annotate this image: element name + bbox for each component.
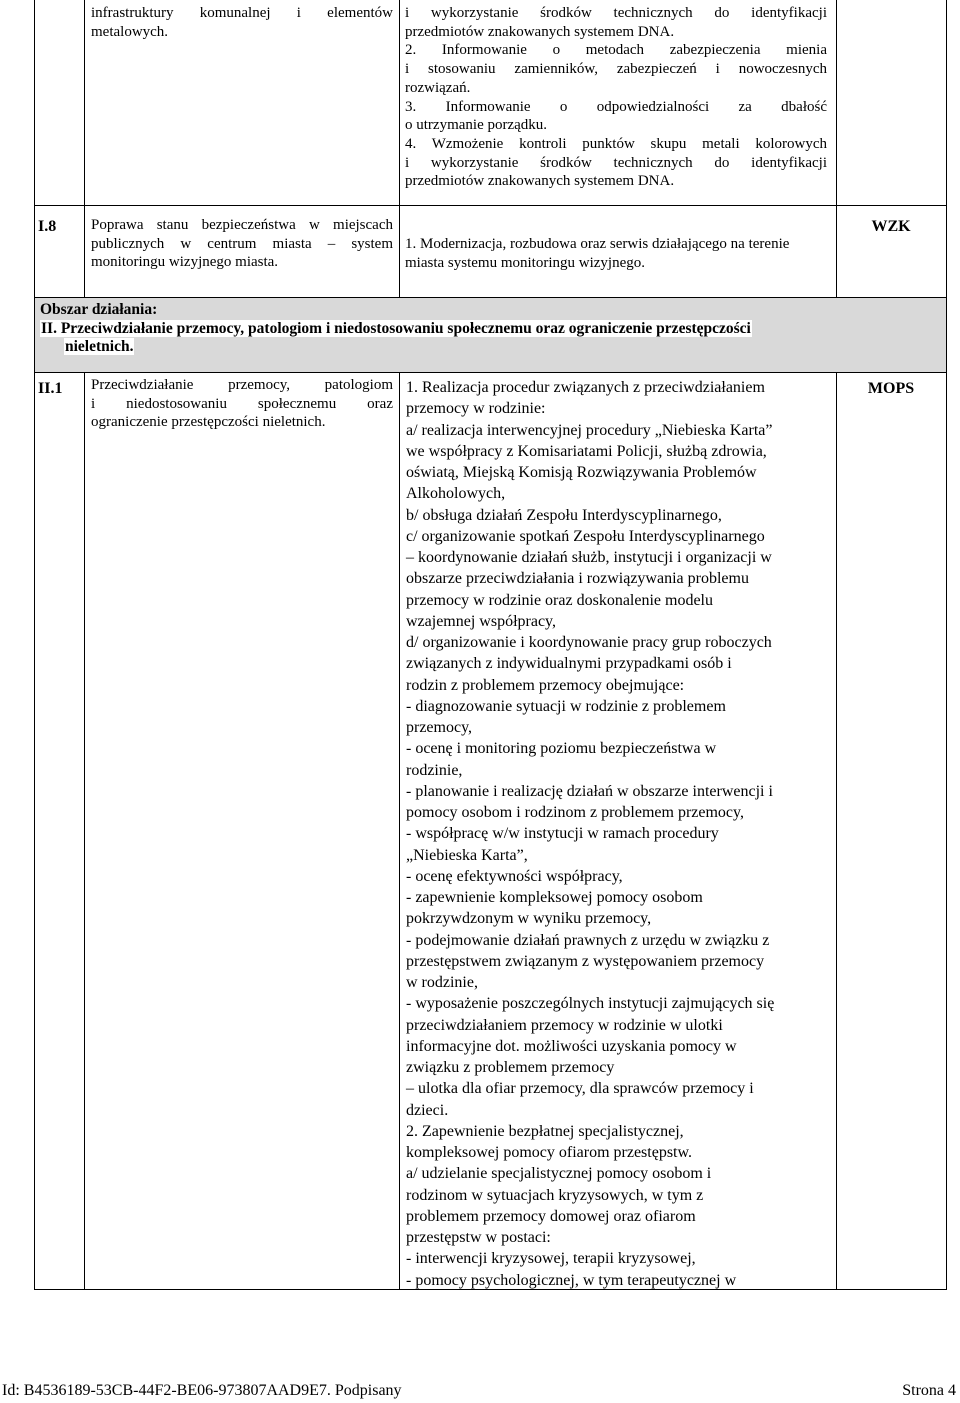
action-line: „Niebieska Karta”,	[406, 846, 528, 864]
action-line: problemem przemocy domowej oraz ofiarom	[406, 1207, 696, 1225]
action-line: 1. Realizacja procedur związanych z przeciwdziałaniem	[406, 379, 765, 396]
action-line: - podejmowanie działań prawnych z urzędu w związku z	[406, 931, 770, 949]
action-line: - ocenę i monitoring poziomu bezpieczeństwa w	[406, 740, 717, 758]
task-line: Przeciwdziałanie przemocy, patologiom	[91, 377, 393, 393]
row-ii1-task	[91, 376, 393, 432]
action-line: 2. Zapewnienie bezpłatnej specjalistycznej,	[406, 1122, 684, 1140]
action-line: rodzin z problemem przemocy obejmujące:	[406, 676, 685, 694]
action-line: a/ realizacja interwencyjnej procedury „Niebieska Karta”	[406, 421, 773, 439]
action-line: - ocenę efektywności współpracy,	[406, 867, 623, 885]
action-line: wzajemnej współpracy,	[406, 612, 557, 630]
action-line: przeciwdziałaniem przemocy w rodzinie w ulotki	[406, 1016, 723, 1034]
action-line: w rodzinie,	[406, 974, 478, 991]
action-line: - wyposażenie poszczególnych instytucji zajmujących się	[406, 995, 775, 1013]
row-i7-task	[91, 4, 393, 41]
area-title-line: II. Przeciwdziałanie przemocy, patologiom i niedostosowaniu społecznemu oraz ograniczenie przestępczości	[41, 319, 751, 337]
action-line: - planowanie i realizację działań w obszarze interwencji i	[406, 782, 773, 800]
action-line: – ulotka dla ofiar przemocy, dla sprawców przemocy i	[406, 1080, 754, 1098]
action-line: b/ obsługa działań Zespołu Interdyscyplinarnego,	[406, 506, 722, 524]
area-label: Obszar działania:	[40, 301, 158, 318]
action-line: kompleksowej pomocy ofiarom przestępstw.	[406, 1144, 693, 1161]
row-i7-task-line: metalowych.	[91, 23, 169, 40]
action-line: - zapewnienie kompleksowej pomocy osobom	[406, 889, 703, 906]
task-line: monitoringu wizyjnego miasta.	[91, 254, 279, 271]
action-line: dzieci.	[406, 1101, 449, 1119]
row-ii1-responsible: MOPS	[867, 380, 915, 397]
action-line: 2. Informowanie o metodach zabezpieczenia mienia	[405, 42, 827, 59]
action-line: rodzinom w sytuacjach kryzysowych, w tym z	[406, 1186, 704, 1204]
action-line: przemocy w rodzinie oraz doskonalenie modelu	[406, 591, 713, 609]
action-line: przestępstwem związanym z występowaniem przemocy	[406, 952, 765, 970]
col-divider	[399, 372, 400, 1290]
action-line: przemocy w rodzinie:	[406, 400, 546, 418]
action-line: związanych z indywidualnymi przypadkami osób i	[406, 655, 732, 673]
action-line: Alkoholowych,	[406, 485, 506, 503]
action-line: 1. Modernizacja, rozbudowa oraz serwis działającego na terenie	[405, 236, 790, 252]
action-line: informacyjne dot. możliwości uzyskania pomocy w	[406, 1037, 737, 1055]
action-line: 3. Informowanie o odpowiedzialności za dbałość	[405, 98, 827, 115]
row-i8-task	[91, 216, 393, 272]
row-divider	[34, 372, 947, 373]
row-i8-number: I.8	[38, 218, 57, 235]
footer-document-id: Id: B4536189-53CB-44F2-BE06-973807AAD9E7. Podpisany	[2, 1382, 402, 1399]
action-line: - pomocy psychologicznej, w tym terapeutycznej w	[406, 1271, 737, 1289]
action-line: c/ organizowanie spotkań Zespołu Interdyscyplinarnego	[406, 527, 765, 545]
area-header	[40, 301, 940, 357]
footer-page-number: Strona 4	[902, 1382, 956, 1399]
area-title-cont	[40, 338, 940, 357]
action-line: a/ udzielanie specjalistycznej pomocy osobom i	[406, 1165, 712, 1183]
action-line: związku z problemem przemocy	[406, 1059, 615, 1076]
col-divider	[836, 0, 837, 205]
action-line: – koordynowanie działań służb, instytucji i organizacji w	[406, 549, 772, 566]
action-line: o utrzymanie porządku.	[405, 117, 548, 134]
action-line: przedmiotów znakowanych systemem DNA.	[405, 173, 675, 190]
col-divider	[84, 0, 85, 205]
row-i8-actions	[405, 235, 830, 272]
action-line: we współpracy z Komisariatami Policji, służbą zdrowia,	[406, 442, 767, 460]
action-line: oświatą, Miejską Komisją Rozwiązywania Problemów	[406, 464, 757, 481]
row-divider	[34, 205, 947, 206]
task-line: ograniczenie przestępczości nieletnich.	[91, 414, 326, 431]
table-border-right	[946, 0, 947, 1290]
action-line: obszarze przeciwdziałania i rozwiązywania problemu	[406, 570, 749, 588]
row-ii1-actions	[406, 377, 834, 1291]
action-line: pomocy osobom i rodzinom z problemem przemocy,	[406, 804, 744, 821]
col-divider	[399, 0, 400, 205]
action-line: rodzinie,	[406, 761, 463, 779]
row-ii1-number: II.1	[38, 380, 63, 397]
area-title	[40, 320, 940, 339]
action-line: - interwencji kryzysowej, terapii kryzysowej,	[406, 1250, 696, 1268]
action-line: - współpracę w/w instytucji w ramach procedury	[406, 825, 719, 843]
row-i7-actions	[405, 4, 827, 191]
row-i7-task-line: infrastruktury komunalnej i elementów	[91, 5, 393, 21]
action-line: - diagnozowanie sytuacji w rodzinie z problemem	[406, 697, 726, 715]
action-line: przemocy,	[406, 719, 473, 736]
col-divider	[84, 205, 85, 297]
action-line: przedmiotów znakowanych systemem DNA.	[405, 23, 675, 40]
task-line: publicznych w centrum miasta – system	[91, 235, 393, 252]
table-border-left	[34, 0, 35, 1290]
col-divider	[836, 372, 837, 1290]
action-line: i stosowaniu zamienników, zabezpieczeń i nowoczesnych	[405, 61, 827, 78]
action-line: 4. Wzmożenie kontroli punktów skupu metali kolorowych	[405, 135, 827, 152]
action-line: i wykorzystanie środków technicznych do identyfikacji	[405, 154, 827, 171]
action-line: i wykorzystanie środków technicznych do identyfikacji	[405, 5, 827, 21]
action-line: d/ organizowanie i koordynowanie pracy grup roboczych	[406, 634, 772, 651]
task-line: Poprawa stanu bezpieczeństwa w miejscach	[91, 217, 393, 233]
col-divider	[84, 372, 85, 1290]
area-title-line: nieletnich.	[65, 338, 134, 355]
action-line: przestępstw w postaci:	[406, 1229, 551, 1246]
action-line: rozwiązań.	[405, 79, 471, 96]
action-line: pokrzywdzonym w wyniku przemocy,	[406, 910, 652, 928]
row-i8-responsible: WZK	[871, 218, 911, 235]
action-line: miasta systemu monitoringu wizyjnego.	[405, 254, 645, 271]
col-divider	[399, 205, 400, 297]
task-line: i niedostosowaniu społecznemu oraz	[91, 395, 393, 412]
